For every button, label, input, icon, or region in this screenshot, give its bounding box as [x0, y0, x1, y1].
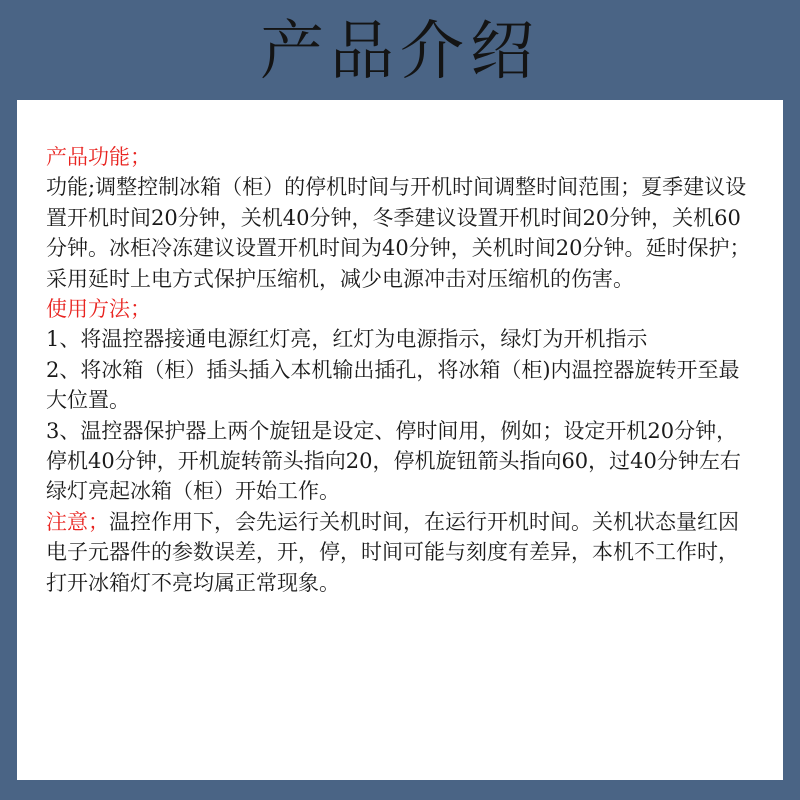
- usage-step-2: 2、将冰箱（柜）插头插入本机输出插孔，将冰箱（柜)内温控器旋转开至最大位置。: [46, 357, 740, 413]
- function-text: 功能;调整控制冰箱（柜）的停机时间与开机时间调整时间范围；夏季建议设置开机时间20分钟，关机40分钟，冬季建议设置开机时间20分钟，关机60分钟。冰柜冷冻建议设置开机时间为40分钟，关机时间20分钟。延时保护；采用延时上电方式保护压缩机，减少电源冲击对压缩机的伤害。: [46, 175, 751, 291]
- note-heading: 注意；: [46, 509, 109, 534]
- function-heading: 产品功能；: [46, 145, 151, 169]
- usage-heading: 使用方法；: [46, 297, 151, 322]
- usage-step-3: 3、温控器保护器上两个旋钮是设定、停时间用，例如；设定开机20分钟，停机40分钟，开机旋转箭头指向20，停机旋钮箭头指向60，过40分钟左右绿灯亮起冰箱（柜）开始工作。: [46, 418, 741, 504]
- page-title: 产品介绍: [260, 15, 540, 89]
- note-paragraph: [46, 507, 758, 598]
- usage-step-1: 1、将温控器接通电源红灯亮，红灯为电源指示，绿灯为开机指示: [46, 327, 648, 352]
- note-text: 温控作用下，会先运行关机时间，在运行开机时间。关机状态量红因电子元器件的参数误差，开，停，时间可能与刻度有差异，本机不工作时，打开冰箱灯不亮均属正常现象。: [46, 509, 739, 595]
- content-panel: [17, 100, 783, 780]
- product-description: [46, 142, 758, 598]
